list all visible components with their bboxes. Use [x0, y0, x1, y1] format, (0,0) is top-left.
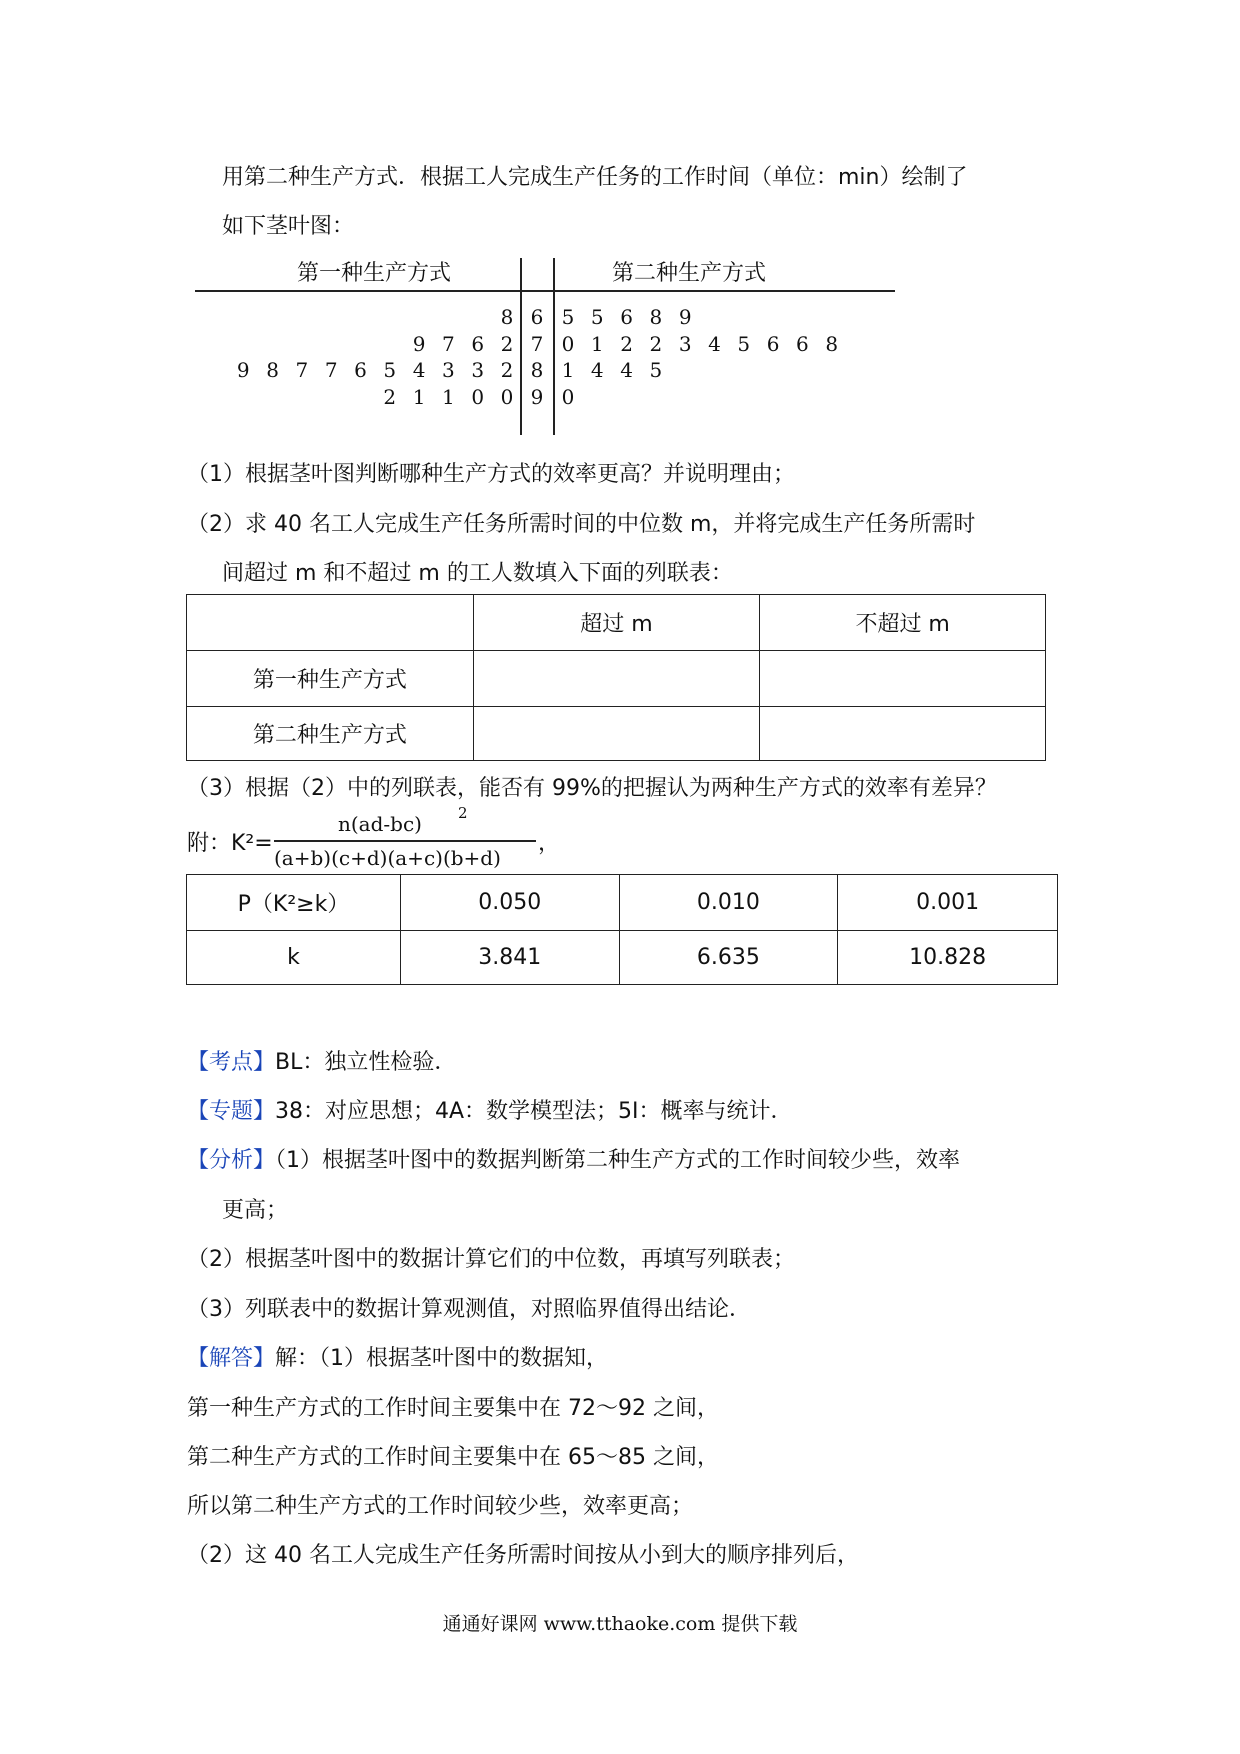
intro-line-1: 用第二种生产方式．根据工人完成生产任务的工作时间（单位：min）绘制了 [222, 165, 968, 190]
left-leaf: 6 [471, 331, 485, 356]
formula-exponent: 2 [458, 804, 468, 822]
formula-numerator: n(ad-bc) [338, 812, 422, 836]
table-cell [473, 707, 760, 761]
right-leaf: 5 [561, 305, 575, 329]
right-leaf: 4 [708, 331, 721, 356]
question-2-line-2: 间超过 m 和不超过 m 的工人数填入下面的列联表： [222, 561, 733, 586]
left-leaf: 8 [266, 358, 279, 382]
stem-value: 9 [530, 384, 544, 409]
right-leaf: 1 [561, 358, 575, 382]
right-leaf: 2 [620, 331, 633, 356]
table-cell [473, 651, 760, 707]
zhuanti-text: 38：对应思想；4A：数学模型法；5I：概率与统计． [275, 1099, 793, 1124]
table-cell: 第二种生产方式 [187, 707, 474, 761]
table-cell: k [187, 931, 401, 985]
jieda-line-4: 所以第二种生产方式的工作时间较少些，效率更高； [187, 1494, 694, 1519]
formula-prefix: 附：K²= [187, 831, 273, 856]
table-cell: P（K²≥k） [187, 875, 401, 931]
table-cell: 0.050 [400, 875, 619, 931]
fenxi-line-3: （2）根据茎叶图中的数据计算它们的中位数，再填写列联表； [187, 1247, 795, 1272]
table-cell [760, 707, 1046, 761]
intro-line-2: 如下茎叶图： [222, 214, 355, 239]
stem-value: 6 [530, 305, 544, 329]
zhuanti-tag: 【专题】 [187, 1099, 276, 1124]
fenxi-tag: 【分析】 [187, 1148, 276, 1173]
critical-value-table [186, 874, 1058, 985]
table-row [187, 707, 1046, 761]
question-3: （3）根据（2）中的列联表，能否有 99%的把握认为两种生产方式的效率有差异？ [187, 776, 997, 801]
left-leaf: 2 [500, 331, 514, 356]
left-leaf: 3 [442, 358, 455, 382]
jieda-text-1: 解：（1）根据茎叶图中的数据知， [275, 1346, 609, 1371]
table-cell: 第一种生产方式 [187, 651, 474, 707]
right-leaf: 3 [678, 331, 692, 356]
table-cell: 3.841 [400, 931, 619, 985]
table-cell: 0.010 [619, 875, 838, 931]
left-leaf: 6 [354, 358, 367, 382]
jieda-line-5: （2）这 40 名工人完成生产任务所需时间按从小到大的顺序排列后， [187, 1543, 859, 1568]
table-row [187, 931, 1058, 985]
left-leaf: 4 [412, 358, 426, 382]
left-leaf: 2 [383, 384, 397, 409]
left-leaf: 7 [442, 331, 455, 356]
left-leaf: 2 [500, 358, 514, 382]
left-leaf: 0 [500, 384, 514, 409]
contingency-table [186, 594, 1046, 761]
right-leaf: 4 [620, 358, 633, 382]
formula-denominator: (a+b)(c+d)(a+c)(b+d) [274, 846, 501, 870]
right-leaf: 9 [678, 305, 692, 329]
right-leaf: 1 [590, 331, 604, 356]
table-row [187, 875, 1058, 931]
left-leaf: 1 [442, 384, 455, 409]
jieda-line-2: 第一种生产方式的工作时间主要集中在 72～92 之间， [187, 1396, 719, 1421]
kaodian-tag: 【考点】 [187, 1050, 276, 1075]
table-cell: 6.635 [619, 931, 838, 985]
left-leaf: 1 [412, 384, 426, 409]
right-leaf: 0 [561, 384, 575, 409]
left-leaf: 7 [295, 358, 309, 382]
jieda-line-3: 第二种生产方式的工作时间主要集中在 65～85 之间， [187, 1445, 719, 1470]
table-cell: 10.828 [838, 931, 1058, 985]
right-leaf: 0 [561, 331, 575, 356]
jieda-line-1 [187, 1341, 608, 1372]
kaodian-text: BL：独立性检验． [275, 1050, 457, 1075]
left-leaf: 3 [471, 358, 485, 382]
right-leaf: 6 [766, 331, 780, 356]
zhuanti-line [187, 1094, 793, 1125]
right-leaf: 5 [649, 358, 663, 382]
table-row [187, 651, 1046, 707]
table-cell: 不超过 m [760, 595, 1046, 651]
question-1: （1）根据茎叶图判断哪种生产方式的效率更高？并说明理由； [187, 462, 795, 487]
question-2-line-1: （2）求 40 名工人完成生产任务所需时间的中位数 m，并将完成生产任务所需时 [187, 512, 976, 537]
right-leaf: 6 [620, 305, 633, 329]
stemleaf-header-rule [195, 290, 895, 292]
table-cell: 超过 m [473, 595, 760, 651]
left-leaf: 5 [383, 358, 397, 382]
table-cell [187, 595, 474, 651]
stemleaf-left-title: 第一种生产方式 [297, 261, 452, 286]
left-leaf: 9 [236, 358, 250, 382]
stem-value: 8 [530, 358, 544, 382]
table-cell [760, 651, 1046, 707]
left-leaf: 9 [412, 331, 426, 356]
formula-fraction-bar [274, 840, 536, 842]
right-leaf: 8 [825, 331, 839, 356]
right-leaf: 6 [796, 331, 809, 356]
fenxi-line-4: （3）列联表中的数据计算观测值，对照临界值得出结论． [187, 1297, 751, 1322]
right-leaf: 4 [590, 358, 604, 382]
table-cell: 0.001 [838, 875, 1058, 931]
left-leaf: 8 [500, 305, 514, 329]
right-leaf: 5 [737, 331, 751, 356]
left-leaf: 7 [324, 358, 338, 382]
stem-value: 7 [530, 331, 544, 356]
formula-suffix: ， [538, 831, 561, 856]
jieda-tag: 【解答】 [187, 1346, 276, 1371]
right-leaf: 5 [590, 305, 604, 329]
page-footer: 通通好课网 www.tthaoke.com 提供下载 [442, 1613, 798, 1635]
left-leaf: 0 [471, 384, 485, 409]
fenxi-line-2: 更高； [222, 1198, 289, 1223]
right-leaf: 8 [649, 305, 663, 329]
fenxi-line-1 [187, 1143, 960, 1174]
fenxi-text-1: （1）根据茎叶图中的数据判断第二种生产方式的工作时间较少些，效率 [275, 1148, 961, 1173]
stemleaf-right-title: 第二种生产方式 [612, 261, 767, 286]
table-row [187, 595, 1046, 651]
right-leaf: 2 [649, 331, 663, 356]
kaodian-line [187, 1045, 456, 1076]
